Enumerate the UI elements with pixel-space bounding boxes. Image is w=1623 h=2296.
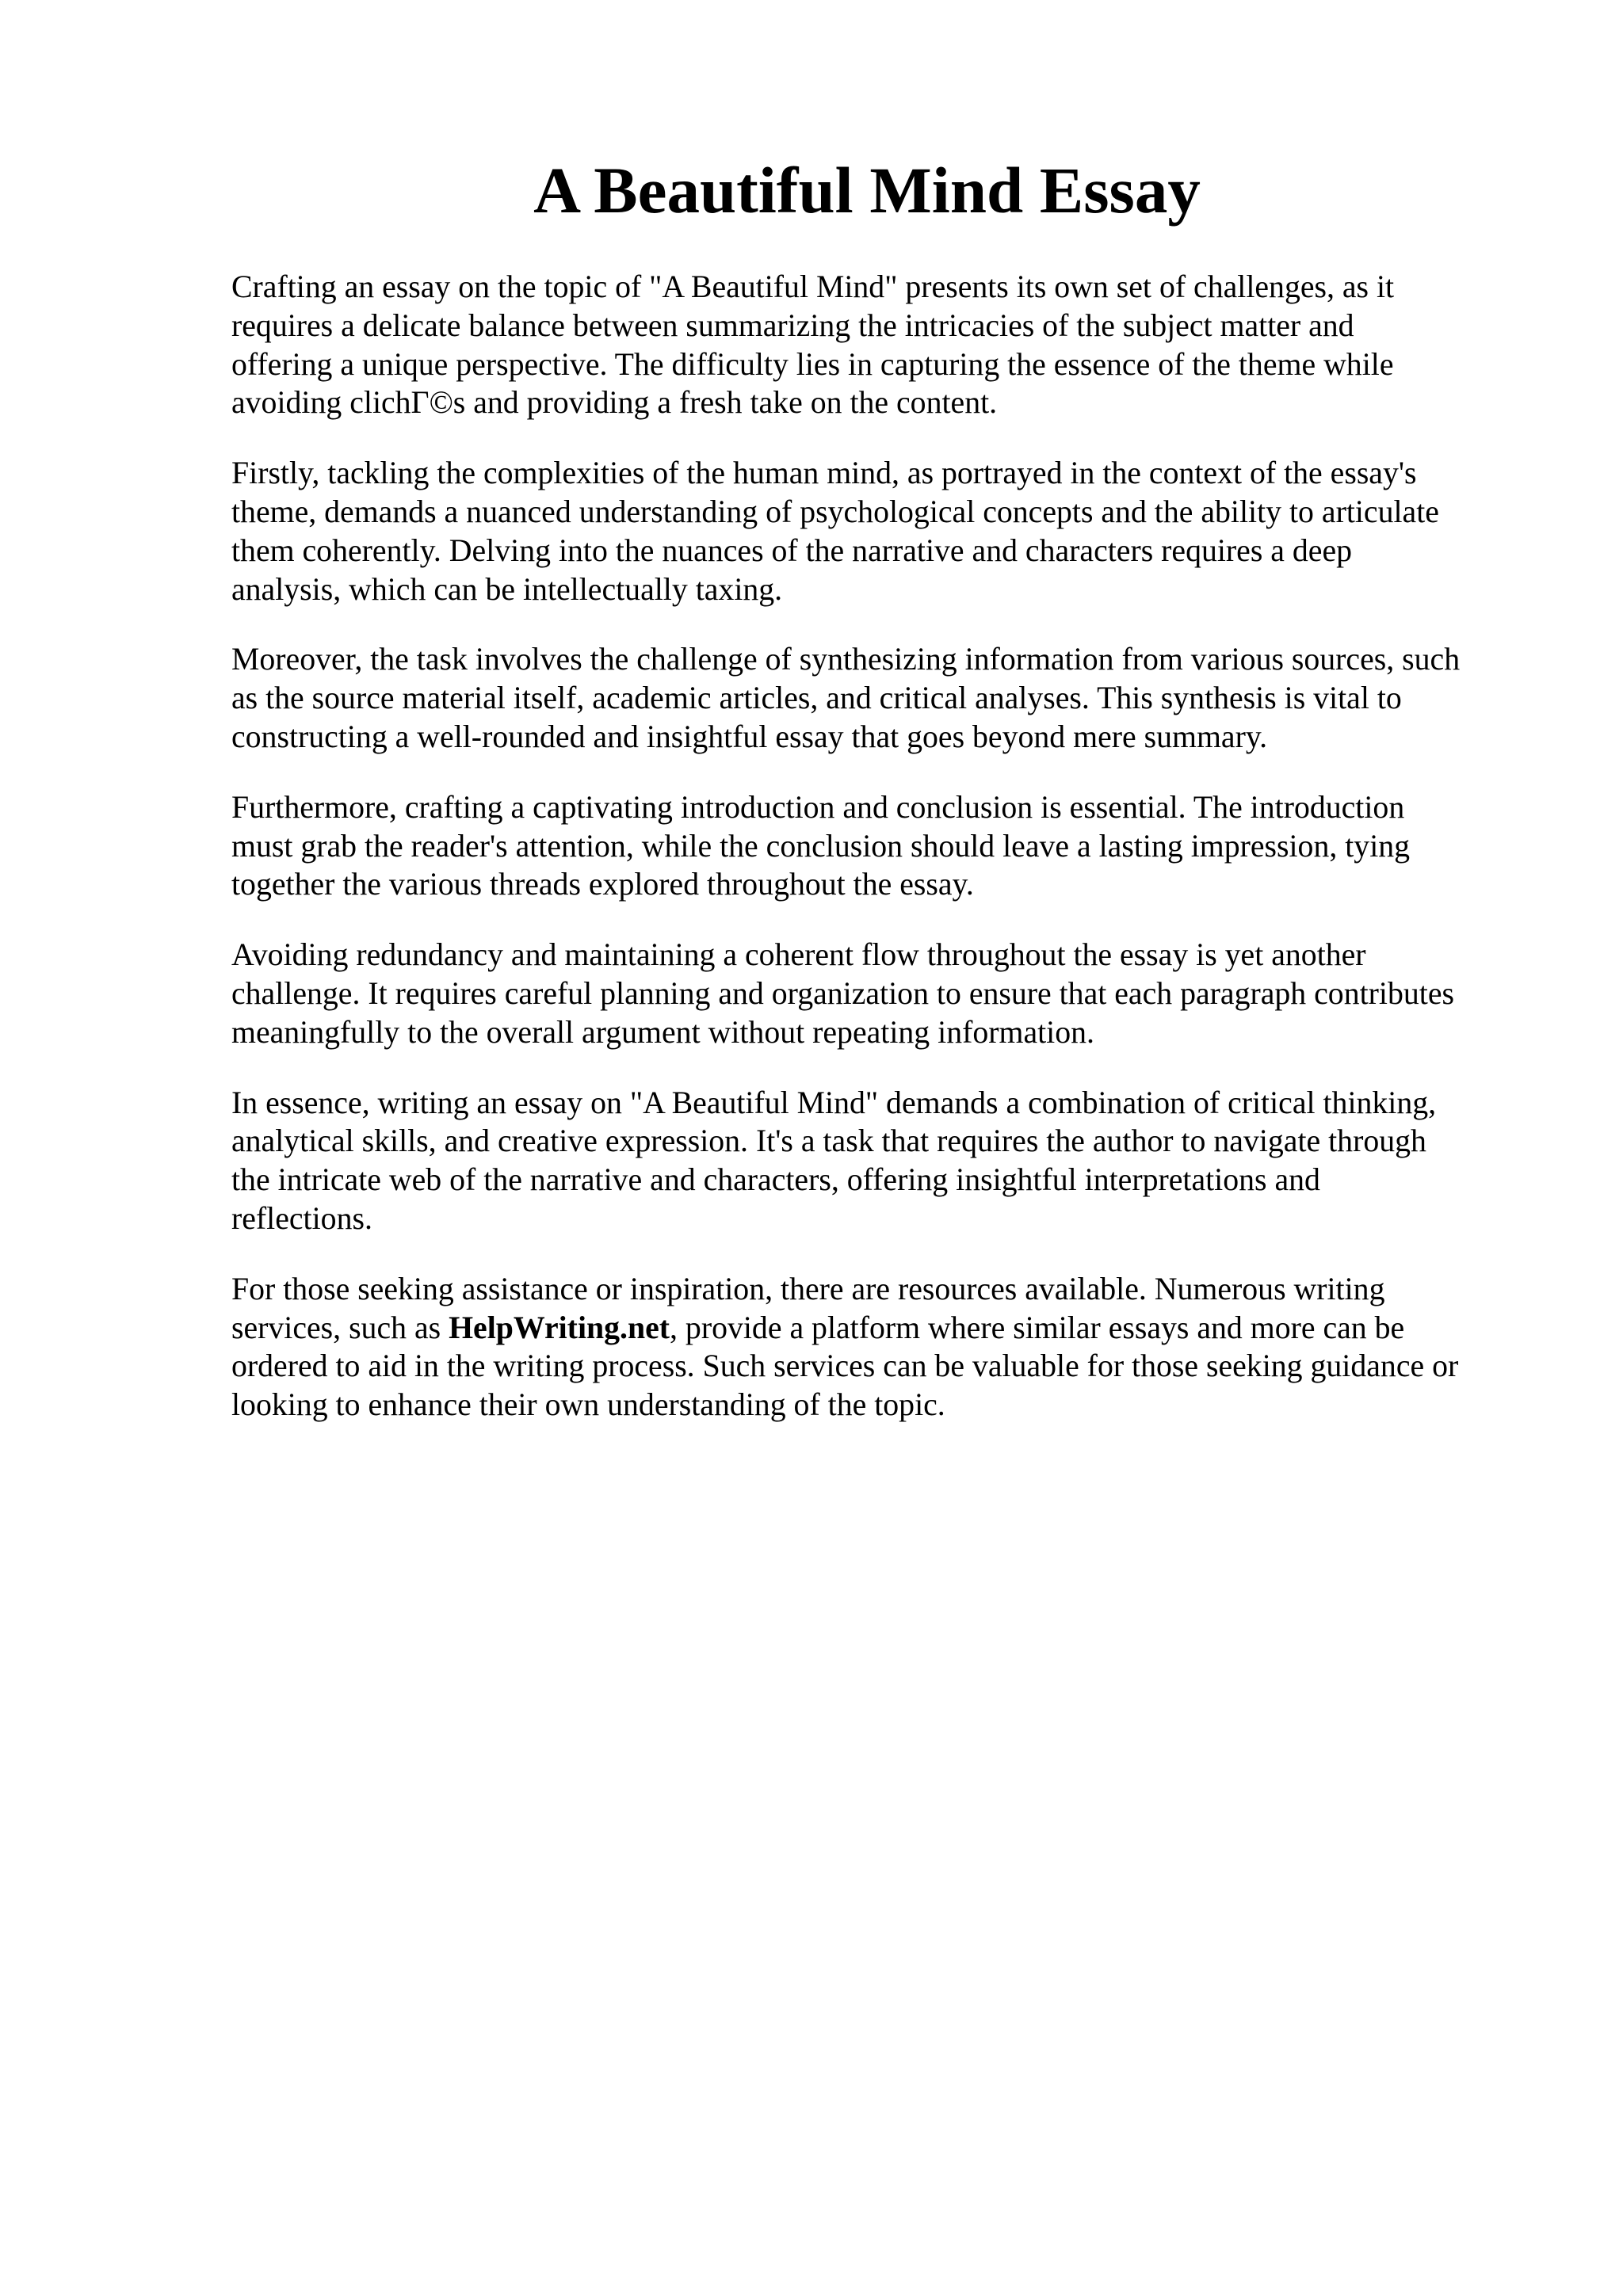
text-segment: , provide a platform where similar essays and more can be: [670, 1310, 1405, 1345]
paragraph-intro: [231, 268, 1531, 422]
paragraph-redundancy: [231, 936, 1531, 1051]
text-line: For those seeking assistance or inspiration, there are resources available. Numerous writing: [231, 1271, 1385, 1306]
document-title: A Beautiful Mind Essay: [533, 154, 1201, 227]
text-line: as the source material itself, academic articles, and critical analyses. This synthesis is vital to: [231, 681, 1402, 716]
text-line: In essence, writing an essay on "A Beautiful Mind" demands a combination of critical thinking,: [231, 1085, 1437, 1120]
text-line: [231, 1309, 1531, 1348]
text-line: challenge. It requires careful planning and organization to ensure that each paragraph contributes: [231, 975, 1454, 1011]
text-line: constructing a well-rounded and insightful essay that goes beyond mere summary.: [231, 719, 1268, 754]
text-line: reflections.: [231, 1200, 372, 1236]
text-line: analytical skills, and creative expression. It's a task that requires the author to navigate through: [231, 1123, 1426, 1159]
text-line: the intricate web of the narrative and characters, offering insightful interpretations and: [231, 1162, 1320, 1198]
text-segment: services, such as: [231, 1310, 449, 1345]
text-line: theme, demands a nuanced understanding of psychological concepts and the ability to articulate: [231, 494, 1439, 529]
text-line: must grab the reader's attention, while the conclusion should leave a lasting impression, tying: [231, 828, 1411, 864]
text-line: meaningfully to the overall argument without repeating information.: [231, 1014, 1094, 1050]
text-line: them coherently. Delving into the nuances of the narrative and characters requires a deep: [231, 532, 1353, 568]
text-line: looking to enhance their own understanding of the topic.: [231, 1387, 945, 1423]
paragraph-in-essence: [231, 1084, 1531, 1238]
text-line: requires a delicate balance between summarizing the intricacies of the subject matter and: [231, 307, 1354, 343]
text-line: offering a unique perspective. The difficulty lies in capturing the essence of the theme while: [231, 346, 1394, 382]
text-line: avoiding clichΓ©s and providing a fresh take on the content.: [231, 385, 998, 421]
text-line: ordered to aid in the writing process. Such services can be valuable for those seeking guidance or: [231, 1348, 1459, 1384]
paragraph-furthermore: [231, 788, 1531, 904]
paragraph-moreover: [231, 640, 1531, 756]
text-line: Firstly, tackling the complexities of the human mind, as portrayed in the context of the essay's: [231, 456, 1417, 491]
text-line: Moreover, the task involves the challenge of synthesizing information from various sources, such: [231, 642, 1461, 677]
text-line: together the various threads explored throughout the essay.: [231, 867, 974, 902]
paragraph-closing: [231, 1270, 1531, 1425]
essay-body: [231, 268, 1531, 1456]
text-line: analysis, which can be intellectually taxing.: [231, 571, 783, 607]
helpwriting-brand-link[interactable]: HelpWriting.net: [449, 1310, 670, 1345]
text-line: Crafting an essay on the topic of "A Beautiful Mind" presents its own set of challenges, as it: [231, 269, 1395, 304]
text-line: Furthermore, crafting a captivating introduction and conclusion is essential. The introduction: [231, 789, 1405, 825]
paragraph-firstly: [231, 454, 1531, 608]
text-line: Avoiding redundancy and maintaining a coherent flow throughout the essay is yet another: [231, 937, 1366, 973]
